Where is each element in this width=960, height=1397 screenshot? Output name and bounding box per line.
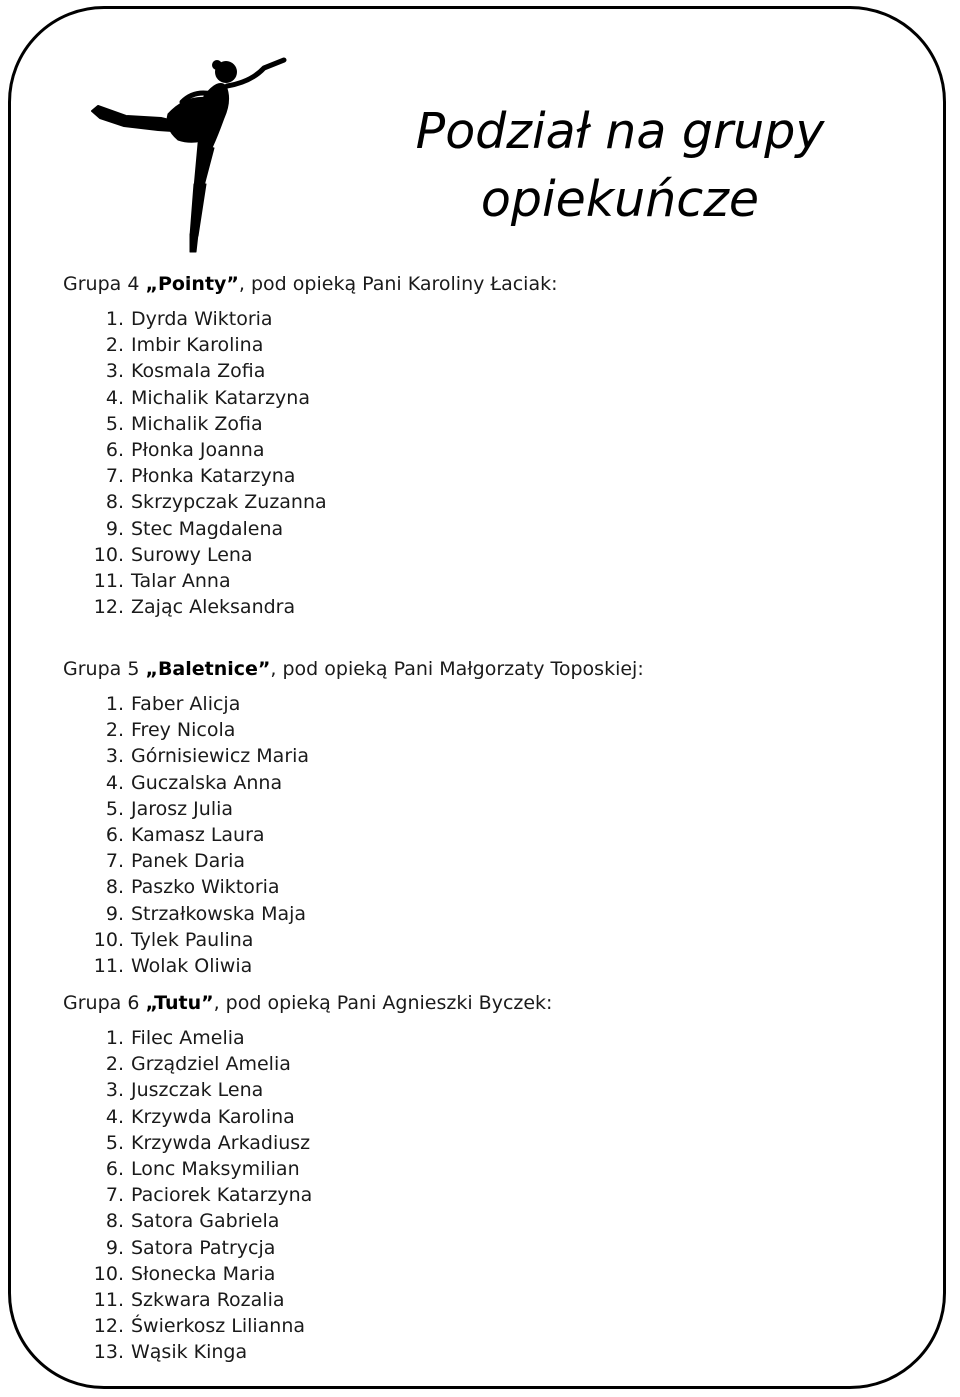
member-name: Filec Amelia xyxy=(131,1027,245,1049)
group-caretaker: , pod opieką Pani Karoliny Łaciak: xyxy=(238,273,558,295)
list-item xyxy=(80,568,231,594)
list-item xyxy=(80,542,253,568)
list-item xyxy=(80,770,283,796)
member-name: Tylek Paulina xyxy=(131,928,254,951)
item-number: 8. xyxy=(105,876,124,899)
list-item xyxy=(80,1156,300,1182)
member-name: Talar Anna xyxy=(131,569,231,592)
item-number: 8. xyxy=(105,1210,124,1233)
item-number: 1. xyxy=(105,693,124,715)
item-number: 5. xyxy=(105,1131,124,1154)
list-item xyxy=(80,411,263,437)
list-item xyxy=(80,489,327,515)
item-number: 6. xyxy=(105,1157,124,1180)
member-name: Michalik Zofia xyxy=(131,412,263,435)
item-number: 7. xyxy=(105,1184,124,1207)
item-number: 10. xyxy=(93,1262,124,1285)
group-heading xyxy=(63,657,644,681)
page-title-line-2: opiekuńcze xyxy=(480,171,760,228)
item-number: 3. xyxy=(105,745,124,768)
group-caretaker: , pod opieką Pani Małgorzaty Toposkiej: xyxy=(270,658,644,680)
group-prefix: Grupa 6 xyxy=(63,992,146,1014)
member-name: Panek Daria xyxy=(131,850,246,873)
member-name: Górnisiewicz Maria xyxy=(131,745,310,768)
list-item xyxy=(80,516,284,542)
member-name: Kamasz Laura xyxy=(131,823,265,846)
member-name: Imbir Karolina xyxy=(131,334,264,357)
member-name: Słonecka Maria xyxy=(131,1262,276,1285)
list-item xyxy=(80,358,266,384)
list-item xyxy=(80,1130,311,1156)
group-name: „Tutu” xyxy=(145,992,214,1014)
list-item xyxy=(80,1313,306,1339)
member-name: Jarosz Julia xyxy=(131,797,234,820)
member-name: Kosmala Zofia xyxy=(131,360,266,383)
list-item xyxy=(80,1182,313,1208)
list-item xyxy=(80,691,241,717)
member-name: Płonka Katarzyna xyxy=(131,465,296,488)
member-name: Satora Gabriela xyxy=(131,1210,280,1233)
list-item xyxy=(80,1208,280,1234)
list-item xyxy=(80,874,280,900)
list-item xyxy=(80,927,254,953)
list-item xyxy=(80,437,265,463)
member-name: Strzałkowska Maja xyxy=(131,902,307,925)
list-item xyxy=(80,463,296,489)
member-name: Zając Aleksandra xyxy=(131,596,296,619)
member-name: Paszko Wiktoria xyxy=(131,876,280,899)
ballerina-silhouette-icon xyxy=(86,56,296,266)
item-number: 5. xyxy=(105,797,124,820)
list-item xyxy=(80,953,253,979)
item-number: 9. xyxy=(105,902,124,925)
item-number: 4. xyxy=(105,771,124,794)
item-number: 3. xyxy=(105,360,124,383)
list-item xyxy=(80,385,310,411)
list-item xyxy=(80,717,236,743)
list-item xyxy=(80,743,310,769)
member-name: Juszczak Lena xyxy=(131,1079,264,1102)
group-heading xyxy=(63,272,558,296)
member-name: Szkwara Rozalia xyxy=(131,1288,285,1311)
item-number: 4. xyxy=(105,1105,124,1128)
list-item xyxy=(80,822,265,848)
list-item xyxy=(80,1051,291,1077)
item-number: 6. xyxy=(105,823,124,846)
member-name: Paciorek Katarzyna xyxy=(131,1184,313,1207)
member-name: Satora Patrycja xyxy=(131,1236,276,1259)
member-name: Michalik Katarzyna xyxy=(131,386,310,409)
member-name: Surowy Lena xyxy=(131,543,253,566)
item-number: 1. xyxy=(105,1027,124,1049)
member-name: Frey Nicola xyxy=(131,719,236,742)
item-number: 10. xyxy=(93,928,124,951)
member-name: Wolak Oliwia xyxy=(131,954,253,977)
item-number: 10. xyxy=(93,543,124,566)
item-number: 11. xyxy=(93,954,124,977)
list-item xyxy=(80,332,264,358)
item-number: 11. xyxy=(93,569,124,592)
member-list xyxy=(80,691,310,979)
list-item xyxy=(80,1104,295,1130)
page-title-line-1: Podział na grupy xyxy=(415,103,825,160)
list-item xyxy=(80,796,234,822)
member-name: Krzywda Arkadiusz xyxy=(131,1131,311,1154)
member-name: Guczalska Anna xyxy=(131,771,283,794)
list-item xyxy=(80,306,273,332)
member-name: Dyrda Wiktoria xyxy=(131,308,273,330)
list-item xyxy=(80,594,296,620)
member-name: Krzywda Karolina xyxy=(131,1105,295,1128)
item-number: 3. xyxy=(105,1079,124,1102)
list-item xyxy=(80,901,307,927)
list-item xyxy=(80,848,246,874)
list-item xyxy=(80,1235,276,1261)
item-number: 9. xyxy=(105,517,124,540)
group-prefix: Grupa 4 xyxy=(63,273,146,295)
member-name: Faber Alicja xyxy=(131,693,241,715)
item-number: 4. xyxy=(105,386,124,409)
item-number: 9. xyxy=(105,1236,124,1259)
page-title xyxy=(340,98,900,234)
member-name: Płonka Joanna xyxy=(131,438,265,461)
member-name: Wąsik Kinga xyxy=(131,1341,248,1364)
item-number: 12. xyxy=(93,596,124,619)
item-number: 2. xyxy=(105,1053,124,1076)
group-heading xyxy=(63,991,552,1015)
member-list xyxy=(80,306,327,620)
list-item xyxy=(80,1261,276,1287)
list-item xyxy=(80,1025,245,1051)
member-list xyxy=(80,1025,313,1365)
member-name: Lonc Maksymilian xyxy=(131,1157,300,1180)
item-number: 11. xyxy=(93,1288,124,1311)
item-number: 8. xyxy=(105,491,124,514)
item-number: 13. xyxy=(93,1341,124,1364)
item-number: 1. xyxy=(105,308,124,330)
item-number: 7. xyxy=(105,465,124,488)
member-name: Stec Magdalena xyxy=(131,517,284,540)
list-item xyxy=(80,1077,264,1103)
group-prefix: Grupa 5 xyxy=(63,658,146,680)
item-number: 2. xyxy=(105,719,124,742)
list-item xyxy=(80,1287,285,1313)
item-number: 5. xyxy=(105,412,124,435)
item-number: 6. xyxy=(105,438,124,461)
member-name: Grządziel Amelia xyxy=(131,1053,291,1076)
item-number: 12. xyxy=(93,1315,124,1338)
group-name: „Pointy” xyxy=(145,273,239,295)
member-name: Skrzypczak Zuzanna xyxy=(131,491,327,514)
group-caretaker: , pod opieką Pani Agnieszki Byczek: xyxy=(213,992,553,1014)
item-number: 2. xyxy=(105,334,124,357)
group-name: „Baletnice” xyxy=(145,658,271,680)
list-item xyxy=(80,1339,248,1365)
member-name: Świerkosz Lilianna xyxy=(131,1315,306,1338)
item-number: 7. xyxy=(105,850,124,873)
